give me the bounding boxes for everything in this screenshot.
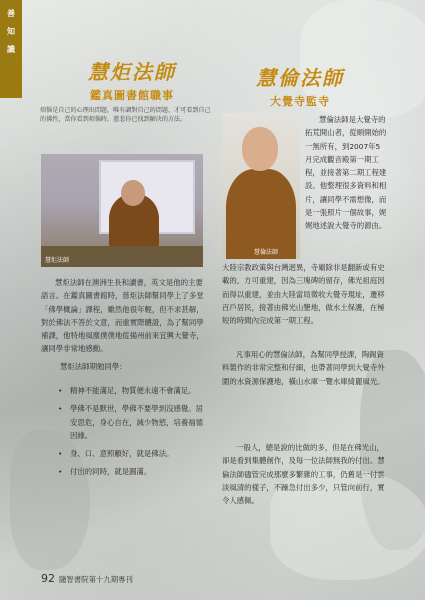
list-item: • 學佛不是默世，學佛不要學到沒感覺。居安思危，身心自在，減少物慾，培養福德因緣。 xyxy=(58,402,208,442)
footer-text: 隨智書院第十九期專刊 xyxy=(59,575,133,584)
right-article-body-4 xyxy=(222,441,387,507)
right-person-name: 慧倫法師 xyxy=(256,66,344,90)
intro-quote: 煩惱是自己的心理出問題，唯有調對自己的問題，才可看到自己的佛性，當你看到煩惱時，慈悲你已找到解決的方法。 xyxy=(40,107,211,123)
monk-robe xyxy=(226,169,296,259)
left-person-name: 慧炬法師 xyxy=(88,60,176,84)
paragraph: 大陸宗教政策與台灣迥異，寺廟除非是翻新或有史載的，方可重建，因為三塊碑的留存，佛光祖庭因而得以重建，並由大陸當局徵收大覺寺現址，遷移百戶居民，接著由佛光山墾地，做水土保護，在極短的時間內完成第一期工程。 xyxy=(222,263,385,326)
photo-caption: 慧炬法師 xyxy=(45,257,70,264)
left-heading xyxy=(62,56,202,103)
section-tab-char: 知 xyxy=(7,27,15,36)
section-tab xyxy=(0,0,22,98)
right-article-body-2 xyxy=(222,261,387,327)
page-number: 92 xyxy=(41,572,55,585)
paragraph: 凡事用心的慧倫法師，為幫同學授課，陶錫資料製作的非常完整和仔細，也帶著同學到大覺寺外圍的水資源保護地，橫山水庫一覽水庫綺麗風光。 xyxy=(222,350,385,386)
left-article-body xyxy=(41,276,207,356)
left-person-title: 鑑真圖書館職事 xyxy=(90,89,174,102)
list-item: • 身、口、意照顧好，就是佛法。 xyxy=(58,447,208,460)
right-article-body-3 xyxy=(222,348,387,388)
advice-list xyxy=(58,384,208,484)
right-person-title: 大覺寺監寺 xyxy=(270,95,330,108)
monk-head xyxy=(242,127,278,171)
lecture-photo xyxy=(41,154,203,267)
paragraph: 慧倫法師是大覺寺的拓荒開山者，從順開始的一無所有，到2007年5月完成觀音殿第一期工程，並接著第二期工程建設。他整理很多資料和相片，讓同學不需想像，而是一張照片一個故事，娓娓地述說大覺寺的源由。 xyxy=(305,115,387,231)
section-tab-char: 識 xyxy=(7,45,15,54)
page-footer xyxy=(41,572,133,585)
right-article-body-1 xyxy=(305,113,387,233)
portrait-photo xyxy=(222,113,300,259)
right-heading xyxy=(240,62,360,109)
section-tab-char: 善 xyxy=(7,9,15,18)
paragraph: 慧炬法師期勉同學： xyxy=(60,362,127,371)
paragraph: 慧炬法師在澳洲生長和讀書，英文是他的主要語言。在鑑真圖書館時，慈炬法師幫同學上了多堂「佛學概論」課程，雖然他很年輕，但不求甚解，對於佛法不答於文意，而重實際體證，為了幫同學補課，他特地風塵僕僕地從揚州前來宜興大覺寺，讓同學非常地感動。 xyxy=(41,278,204,354)
paragraph: 一般人，總是說的比做的多，但是在佛光山，卻是看到集體創作，及每一位法師無我的付出。慧倫法師儘管完成那麼多繁雜的工事，仍舊是一付雲淡風清的樣子，不躁急付出多少，只管向前行，實令人感佩。 xyxy=(222,443,385,506)
monk-head xyxy=(121,180,145,206)
list-item: • 精神不能滿足，物質便永遠不會滿足。 xyxy=(58,384,208,397)
left-article-body-2 xyxy=(60,360,210,373)
photo-caption: 慧倫法師 xyxy=(254,249,279,256)
list-item: • 付出的同時，就是圓滿。 xyxy=(58,465,208,478)
